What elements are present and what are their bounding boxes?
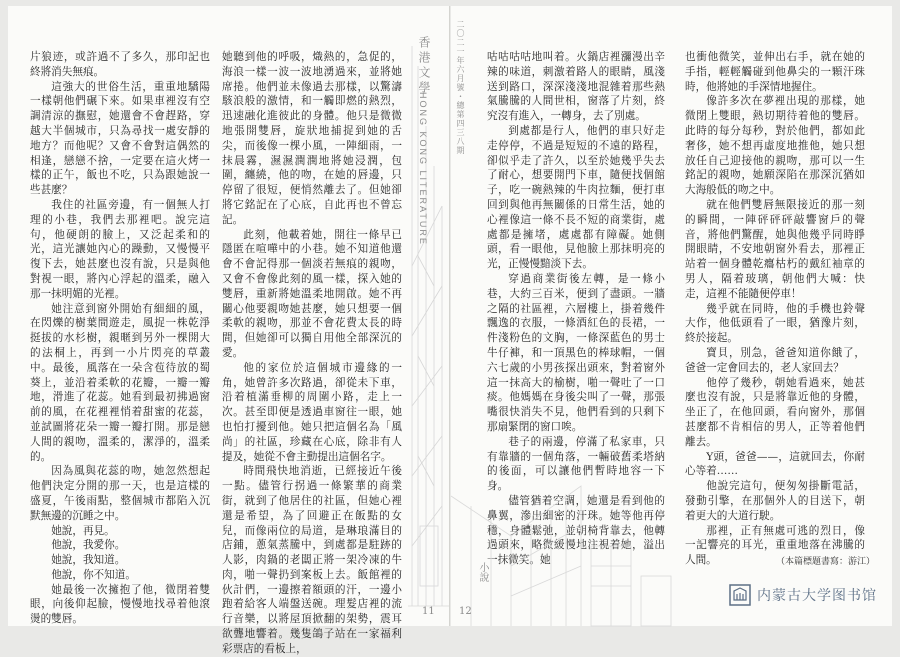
paragraph: 也衝他微笑，並伸出右手，就在她的手指，輕輕觸碰到他鼻尖的一顆汗珠時，他將她的手深情地握住。 [685,51,865,93]
paragraph: 他的家位於這個城市邊緣的一角，她曾許多次路過，卻從未下車，沿着植滿垂柳的周圍小路，走上一次。甚至即便是透過車窗往一眼，她也怕打擾到他。她只把這個名為「風尚」的社區，珍藏在心底，除非有人提及，她從不會主動提出這個名字。 [222,361,402,463]
paragraph: 片狼迹，或許過不了多久，那印記也終將消失無痕。 [30,51,210,78]
paragraph: 此刻，他載着她，開往一條早已隱匿在喧嘩中的小巷。她不知道他還會不會記得那一個淡若無痕的親吻，又會不會像此刻的風一樣，探入她的雙唇，重新將她溫柔地開啟。她不再關心他要親吻她甚麼，她只想要一個柔軟的親吻，那並不會花費太長的時間，但她卻可以獨自用他全部深沉的愛。 [222,228,402,359]
left-page [8,6,450,655]
running-head-cn: 香港文學 [417,36,431,96]
paragraph: 就在他們雙唇無限接近的那一刻的瞬間，一陣砰砰砰敲響窗戶的聲音，將他們驚醒，她與他幾乎同時睜開眼睛，不安地朝窗外看去，那裡正站着一個身體乾癟枯朽的戴紅袖章的男人，隔着玻璃，朝他們大喊：快走，這裡不能隨便停車！ [685,198,865,300]
watermark-text: 内蒙古大学图书馆 [757,588,877,604]
paragraph: Y頭，爸爸——，這就回去，你耐心等着…… [685,450,865,478]
right-col2-paragraphs [685,50,865,568]
paragraph: 她說，再見。 [51,524,115,537]
paragraph: 我住的社區旁邊，有一個無人打理的小巷，我們去那裡吧。說完這句，他硬朗的臉上，又泛起柔和的光，這光讓她內心的躁動，又慢慢平復下去，她甚麼也沒有說，只是與他對視一眼，將內心浮起的溫柔，融入那一抹明媚的光裡。 [30,198,210,300]
decorative-line-art [408,6,449,626]
decorative-building-art [451,476,681,626]
paragraph: 巷子的兩邊，停滿了私家車，只有靠牆的一個角落，一輛破舊柔塔納的後面，可以讓他們暫時地容一下身。 [487,435,665,493]
left-page-column-2 [222,50,402,655]
right-page [451,6,892,626]
paragraph: 他說完這句，便匆匆掛斷電話，發動引擎，在那個外人的目送下，朝着更大的大道行駛。 [685,480,865,522]
paragraph: 她聽到他的呼吸，熾熱的，急促的，海浪一樣一波一波地湧過來，並將她席捲。他們並未像過去那樣，以驚濤駭浪般的激情，和一觸即燃的熱烈，迅速融化進彼此的身體。他只是微微地張開雙唇，旋狀地捕捉到她的舌尖，而後像一棵小風，一陣細雨，一抹晨霧，濕濕潤潤地將她浸潤，包圍，纏繞，他的吻，在她的唇邊，只停留了很短，便悄然離去了。但她卻將它銘記在了心底，自此再也不曾忘記。 [222,51,402,226]
paragraph: 穿過商業街後左轉，是一條小巷，大約三百米，便到了盡頭。一牆之隔的社區裡，六層樓上，掛着幾件飄逸的衣服，一條酒紅色的長裙，一件淺粉色的文胸，一條深藍色的男士牛仔褲，和一頂黑色的棒球帽，一個六七歲的小男孩探出頭來，對着窗外這一抹高大的榆樹，啪一聲吐了一口痰。他媽媽在身後尖叫了一聲，那張嘴很快消失不見，他們看到的只剩下那扇緊閉的窗口唉。 [487,272,665,433]
paragraph: 到處都是行人，他們的車只好走走停停，不過是短短的不遠的路程，卻似乎走了許久，以至於她幾乎失去了耐心，想要開門下車，隨便找個館子，吃一碗熱辣的牛肉拉麵，便打車回到與他再無關係的日常生活，她的心裡像這一條不長不短的商業街，處處都是擁堵，處處都有障礙。她側頭，看一眼他，見他臉上那抹明亮的光，正慢慢黯淡下去。 [487,124,665,271]
right-page-column-1 [487,50,665,567]
left-page-number: 11 [422,606,435,617]
paragraph: 他說，我愛你。 [51,539,126,552]
left-page-column-1 [30,50,210,626]
left-col2-paragraphs [222,50,402,657]
left-col1-paragraphs [30,50,210,627]
section-label: 小說 [477,562,488,582]
library-watermark [729,584,877,606]
paragraph: 幾乎就在同時，他的手機也鈴聲大作，他低頭看了一眼，猶豫片刻，終於接起。 [685,302,865,345]
paragraph: 他說，你不知道。 [51,568,136,581]
paragraph: 儘管猶着空調，她還是看到他的鼻翼，滲出細密的汗珠。她等他再停穩，身體鬆弛，並朝椅背靠去，他轉過頭來，略微緩慢地注視着她，溢出一抹微笑。她 [487,494,665,567]
paragraph: 這強大的世俗生活，重重地驕陽一樣朝他們碾下來。如果車裡沒有空調清涼的撫慰，她還會不會趕路，穿越大半個城市，只為尋找一處安靜的地方？而他呢？又會不會對這偶然的相逢，戀戀不捨，一定要在這火烤一樣的正午，飯也不吃，只為跟她說一些甚麼？ [30,80,210,197]
title-calligraphy-credit: （本篇標題書寫：游江） [776,557,876,567]
paragraph: 她說，我知道。 [51,554,126,567]
paragraph: 那裡，正有無處可逃的烈日，像一記響亮的耳光，重重地落在沸騰的人間。 [685,524,865,567]
paragraph: 時間飛快地消逝，已經接近午後一點。儘管行拐過一條繁華的商業街，就到了他居住的社區，但她心裡還是希望，為了回避正在飯點的女兒，而像兩位的局道，是琳琅滿目的店鋪，蔥氣蒸騰中，到處都是駐跡的人影，肉鍋的老闆正將一架冷凍的牛肉，啪一聲扔到案板上去。飯館裡的伙計們，一邊擦着額頭的汗，一邊小跑着給客人端盤送碗。理髮店裡的流行音樂，以將屋頂掀翻的架勢，震耳欲聾地響着。幾隻鴿子站在一家福利彩票店的看板上， [222,465,402,655]
paragraph: 因為風與花蕊的吻，她忽然想起他們決定分開的那一天，也是這樣的盛夏，午後雨點，整個城市都陷入沉默無邊的沉睡之中。 [30,465,210,522]
paragraph: 寶貝，別急，爸爸知道你餓了，爸爸一定會回去的，老人家回去？ [685,346,865,374]
running-head-en: HONG KONG LITERATURE [418,92,428,246]
paragraph: 他停了幾秒，朝她看過來，她甚麼也沒有說，只是將靠近他的身體，坐正了，在他回頭，看向窗外，那個甚麼都不肯相信的男人，正等着他們離去。 [685,376,865,448]
issue-info: 二〇二一年六月號・總第四三八期 [456,20,465,155]
paragraph: 她注意到窗外開始有細細的風，在閃爍的樹葉間遊走，風捉一株乾淨挺拔的水杉樹，親暱到另外一棵開大的法桐上，再到一小片閃亮的草叢中。最後，風落在一朵含苞待放的蜀葵上，並沿着柔軟的花瓣，一瓣一瓣地，滑進了花蕊。她看到最初拂過窗前的風，在花裡裡悄着甜蜜的花蕊，並試圖將花朵一瓣一瓣打開。那是戀人間的親吻，溫柔的，潔淨的，溫柔的。 [30,302,210,463]
paragraph: 咕咕咕咕地叫着。火鍋店裡瀰漫出辛辣的味道，刺激着路人的眼睛，風淺送到路口，深深淺淺地混雜着那些熱氣騰騰的人間世相，窗落了片刻，終究沒有進入，一轉身，去了別處。 [487,51,665,123]
paragraph: 像許多次在夢裡出現的那樣，她微閉上雙眼，熱切期待着他的雙唇。此時的每分每秒，對於他們，都如此奢侈，她不想再虛度地推他，她只想放任自己迎接他的親吻，那可以一生銘記的親吻，她願深陷在那深沉猶如大海般低的吻之中。 [685,95,865,197]
library-logo-icon [729,584,751,606]
paragraph: 她最後一次擁抱了他，微閉着雙眼，向後仰起臉，慢慢地找尋着他滾燙的雙唇。 [30,583,210,626]
right-page-number: 12 [459,606,472,617]
